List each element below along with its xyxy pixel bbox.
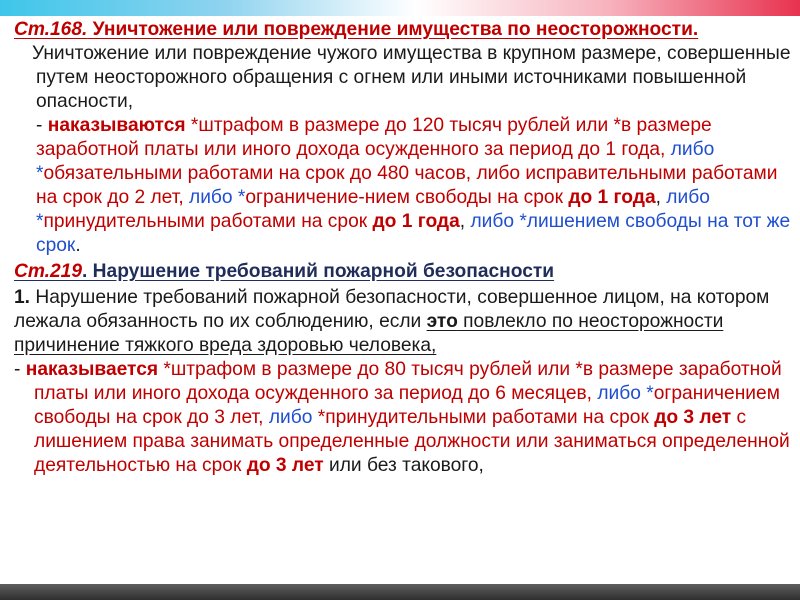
article-168-disposition: Уничтожение или повреждение чужого имущества в крупном размере, совершенные путем неосторожного обращения с огнем или иными источниками повышенной опасности, xyxy=(32,43,791,112)
article-219-sanction: - наказывается *штрафом в размере до 80 тысяч рублей или *в размере заработной платы или иного дохода осужденного за период до 6 месяцев, либо *ограничением свободы на срок до 3 лет, либо *принудительными работами на срок до 3 лет с лишением права занимать определенные должности или заниматься определенной деятельностью на срок до 3 лет или без такового, xyxy=(14,359,790,476)
article-219-heading xyxy=(14,260,792,284)
article-219-part1: 1. Нарушение требований пожарной безопасности, совершенное лицом, на котором лежала обязанность по их соблюдению, если это повлекло по неосторожности причинение тяжкого вреда здоровью человека, xyxy=(14,287,770,356)
article-168-heading xyxy=(14,18,792,42)
top-decor-bar xyxy=(0,0,800,16)
article-168-title: Ст.168. Уничтожение или повреждение имущества по неосторожности. xyxy=(14,19,699,40)
punish-word: наказываются xyxy=(47,115,186,136)
article-219-title: Ст.219. Нарушение требований пожарной безопасности xyxy=(14,261,555,282)
bottom-decor-bar xyxy=(0,584,800,600)
slide-content xyxy=(14,18,792,478)
article-168-sanction: - наказываются *штрафом в размере до 120 тысяч рублей или *в размере заработной платы или иного дохода осужденного за период до 1 года, либо *обязательными работами на срок до 480 часов, либо исправительными работами на срок до 2 лет, либо *ограничение-нием свободы на срок до 1 года, либо *принудительными работами на срок до 1 года, либо *лишением свободы на тот же срок. xyxy=(36,115,791,256)
punish-word: наказывается xyxy=(25,359,159,380)
